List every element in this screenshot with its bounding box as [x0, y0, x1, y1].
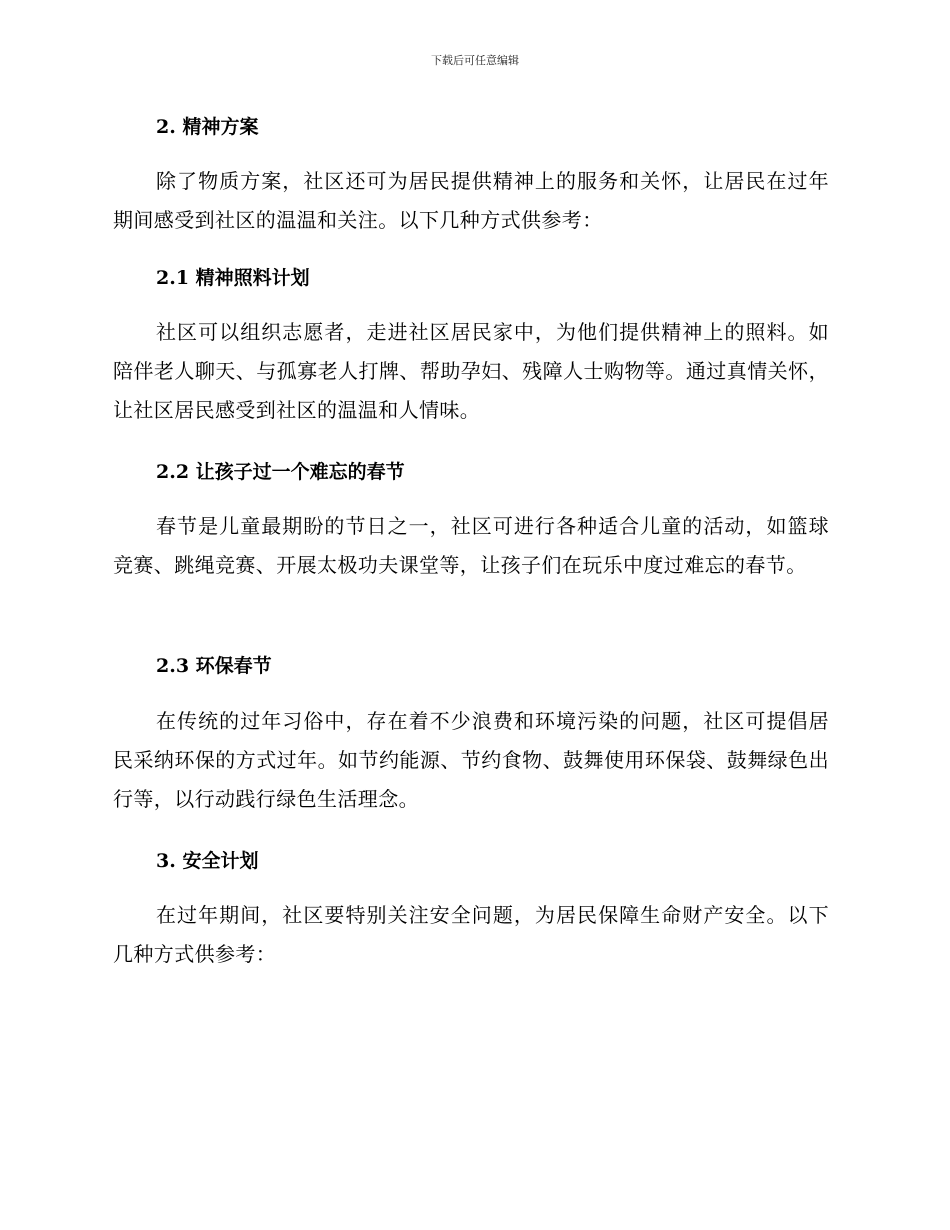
section-paragraph-2-3: [113, 702, 829, 819]
section-paragraph-2-1: [113, 313, 829, 430]
section-heading-3: 3. 安全计划: [156, 850, 259, 872]
section-paragraph-2-2: [113, 507, 829, 585]
section-heading-2-2: 2.2 让孩子过一个难忘的春节: [156, 461, 405, 483]
section-paragraph-2: [113, 162, 829, 240]
paragraph-text: 春节是儿童最期盼的节日之一，社区可进行各种适合儿童的活动，如篮球竞赛、跳绳竞赛、开展太极功夫课堂等，让孩子们在玩乐中度过难忘的春节。: [113, 514, 829, 577]
section-paragraph-3: [113, 896, 829, 974]
page-header: 下载后可任意编辑: [431, 54, 519, 67]
paragraph-text: 在过年期间，社区要特别关注安全问题，为居民保障生命财产安全。以下几种方式供参考：: [113, 903, 829, 966]
paragraph-text: 社区可以组织志愿者，走进社区居民家中，为他们提供精神上的照料。如陪伴老人聊天、与孤寡老人打牌、帮助孕妇、残障人士购物等。通过真情关怀，让社区居民感受到社区的温温和人情味。: [113, 320, 829, 422]
paragraph-text: 在传统的过年习俗中，存在着不少浪费和环境污染的问题，社区可提倡居民采纳环保的方式过年。如节约能源、节约食物、鼓舞使用环保袋、鼓舞绿色出行等，以行动践行绿色生活理念。: [113, 709, 829, 811]
section-heading-2-1: 2.1 精神照料计划: [156, 267, 310, 289]
section-heading-2-3: 2.3 环保春节: [156, 655, 272, 677]
paragraph-text: 除了物质方案，社区还可为居民提供精神上的服务和关怀，让居民在过年期间感受到社区的温温和关注。以下几种方式供参考：: [113, 169, 829, 232]
section-heading-2: 2. 精神方案: [156, 116, 259, 138]
